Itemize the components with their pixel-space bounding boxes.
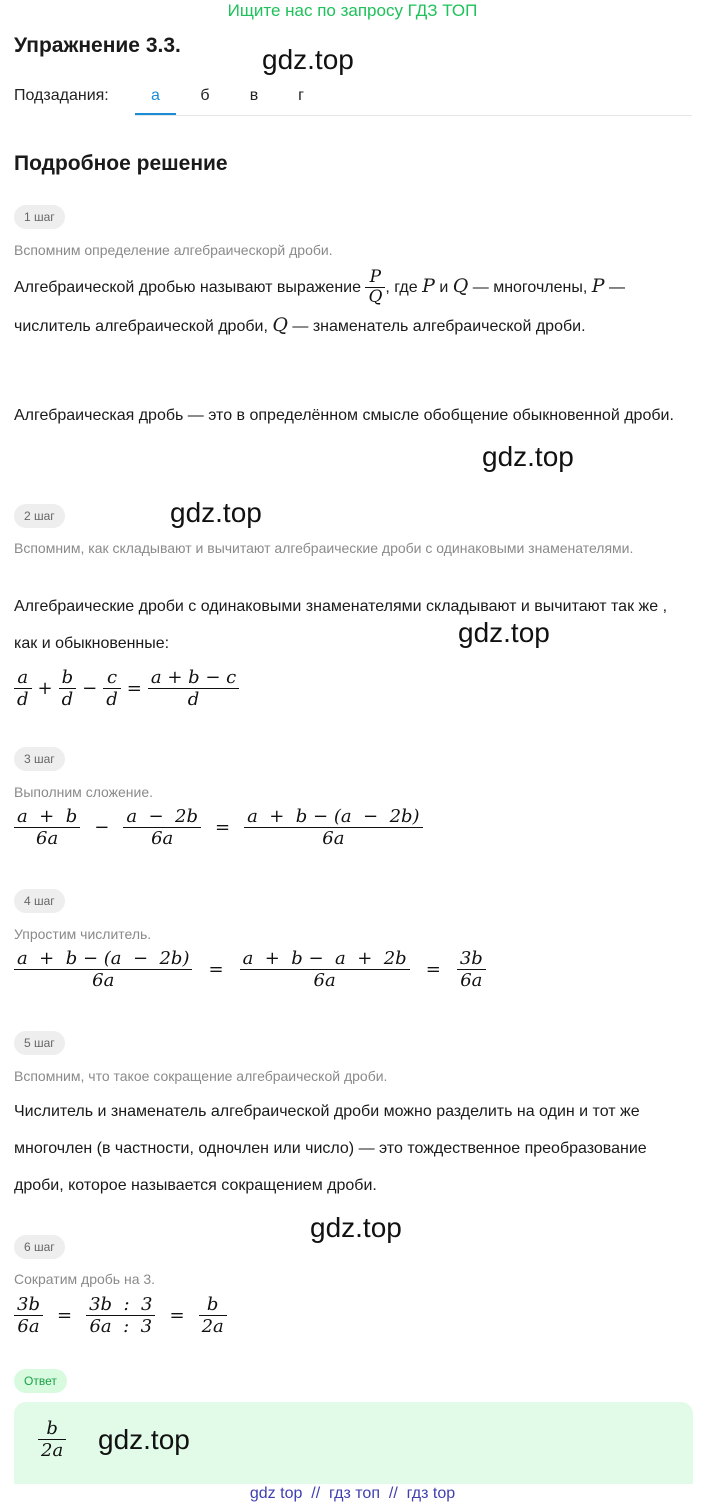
step-text	[14, 268, 694, 345]
numerator: c	[106, 667, 118, 688]
numerator: 3b	[459, 948, 483, 969]
fraction	[103, 667, 121, 710]
step-text: Алгебраические дроби с одинаковыми знаменателями складывают и вычитают так же , как и обыкновенные:	[14, 598, 668, 652]
equals-sign: =	[215, 817, 231, 838]
watermark: gdz.top	[262, 44, 354, 75]
equals-sign: =	[56, 1305, 73, 1326]
numerator: a − 2b	[126, 806, 199, 827]
step-hint: Выполним сложение.	[14, 784, 154, 800]
fraction	[199, 1294, 227, 1337]
numerator: 3b : 3	[89, 1294, 153, 1315]
fraction	[148, 667, 239, 710]
formula-simplify	[14, 948, 486, 991]
denominator: d	[14, 688, 32, 710]
operator: +	[37, 678, 53, 699]
step-text: Алгебраическая дробь — это в определённом смысле обобщение обыкновенной дроби.	[14, 407, 674, 424]
numerator: b	[46, 1418, 58, 1439]
tab-b[interactable]: б	[200, 87, 210, 104]
text-part: — знаменатель алгебраической дроби.	[292, 318, 586, 336]
numerator: P	[369, 267, 382, 288]
denominator: 6a	[457, 969, 486, 991]
step-hint: Вспомним определение алгебраическорй дроби.	[14, 242, 333, 258]
step-hint: Упростим числитель.	[14, 926, 152, 942]
formula-addition	[14, 806, 423, 849]
fraction	[14, 667, 32, 710]
step-badge: 5 шаг	[14, 1031, 65, 1055]
fraction	[38, 1418, 66, 1461]
step-badge: 2 шаг	[14, 504, 65, 528]
active-tab-indicator	[135, 113, 176, 115]
text-part: — многочлены,	[472, 279, 588, 296]
numerator: a + b − (a − 2b)	[247, 806, 420, 827]
text-part: Алгебраической дробью называют выражение	[14, 279, 361, 296]
step-hint: Вспомним, как складывают и вычитают алгебраические дроби с одинаковыми знаменателями.	[14, 540, 634, 556]
denominator: 6a	[14, 827, 80, 849]
equals-sign: =	[126, 678, 142, 699]
equals-sign: =	[208, 959, 224, 980]
denominator: 6a : 3	[86, 1315, 155, 1337]
step-badge: 4 шаг	[14, 889, 65, 913]
text-part: — числитель алгебраической дроби,	[14, 279, 626, 336]
tab-v[interactable]: в	[249, 87, 259, 104]
fraction	[14, 1294, 43, 1337]
step-hint: Вспомним, что такое сокращение алгебраической дроби.	[14, 1068, 388, 1084]
fraction-p-over-q	[365, 268, 385, 307]
text-part: , где	[385, 279, 418, 296]
fraction	[14, 806, 80, 849]
symbol-q: Q	[272, 314, 288, 337]
denominator: 2a	[199, 1315, 227, 1337]
answer-badge: Ответ	[14, 1369, 67, 1393]
operator: −	[94, 817, 110, 838]
equals-sign: =	[169, 1305, 185, 1326]
denominator: 6a	[244, 827, 422, 849]
fraction	[457, 948, 486, 991]
tabs-divider	[135, 115, 692, 116]
numerator: a	[17, 667, 29, 688]
watermark: gdz.top	[170, 497, 262, 528]
denominator: 2a	[38, 1439, 66, 1461]
operator: −	[82, 678, 98, 699]
step-badge: 1 шаг	[14, 205, 65, 229]
formula-reduce	[14, 1294, 227, 1337]
step-badge: 6 шаг	[14, 1235, 65, 1259]
answer-fraction	[38, 1418, 66, 1461]
search-banner: Ищите нас по запросу ГДЗ ТОП	[227, 1, 478, 20]
equals-sign: =	[425, 959, 441, 980]
watermark: gdz.top	[310, 1212, 402, 1243]
tab-g[interactable]: г	[298, 87, 304, 104]
fraction	[244, 806, 422, 849]
symbol-q: Q	[452, 275, 469, 297]
symbol-p: P	[591, 275, 605, 297]
step-text: Числитель и знаменатель алгебраической дроби можно разделить на один и тот же многочлен (в частности, одночлен или число) — это тождественное преобразование дроби, которое называется сокращением дроби.	[14, 1103, 647, 1194]
step-badge: 3 шаг	[14, 747, 65, 771]
denominator: 6a	[14, 969, 192, 991]
denominator: d	[148, 688, 239, 710]
denominator: d	[103, 688, 121, 710]
watermark: gdz.top	[482, 441, 574, 472]
denominator: 6a	[240, 969, 410, 991]
fraction	[86, 1294, 155, 1337]
footer-links[interactable]: gdz top // гдз топ // гдз top	[249, 1485, 456, 1502]
numerator: a + b − a + 2b	[242, 948, 407, 969]
section-title: Подробное решение	[14, 152, 228, 175]
formula-same-denominator	[14, 667, 239, 710]
tab-a[interactable]: а	[151, 87, 160, 104]
subtasks-label: Подзадания:	[14, 87, 109, 104]
fraction	[123, 806, 201, 849]
text-part: и	[439, 279, 449, 296]
numerator: b	[61, 667, 74, 688]
numerator: a + b − (a − 2b)	[17, 948, 190, 969]
numerator: a + b − c	[150, 667, 237, 688]
denominator: 6a	[14, 1315, 43, 1337]
numerator: a + b	[17, 806, 78, 827]
step-hint: Сократим дробь на 3.	[14, 1271, 156, 1287]
watermark: gdz.top	[98, 1424, 190, 1455]
fraction	[59, 667, 77, 710]
numerator: 3b	[17, 1294, 40, 1315]
fraction	[240, 948, 410, 991]
watermark: gdz.top	[458, 617, 550, 648]
denominator: Q	[365, 287, 385, 307]
denominator: d	[59, 688, 77, 710]
fraction	[14, 948, 192, 991]
denominator: 6a	[123, 827, 201, 849]
numerator: b	[206, 1294, 219, 1315]
page-title: Упражнение 3.3.	[14, 34, 181, 57]
symbol-p: P	[422, 275, 435, 297]
